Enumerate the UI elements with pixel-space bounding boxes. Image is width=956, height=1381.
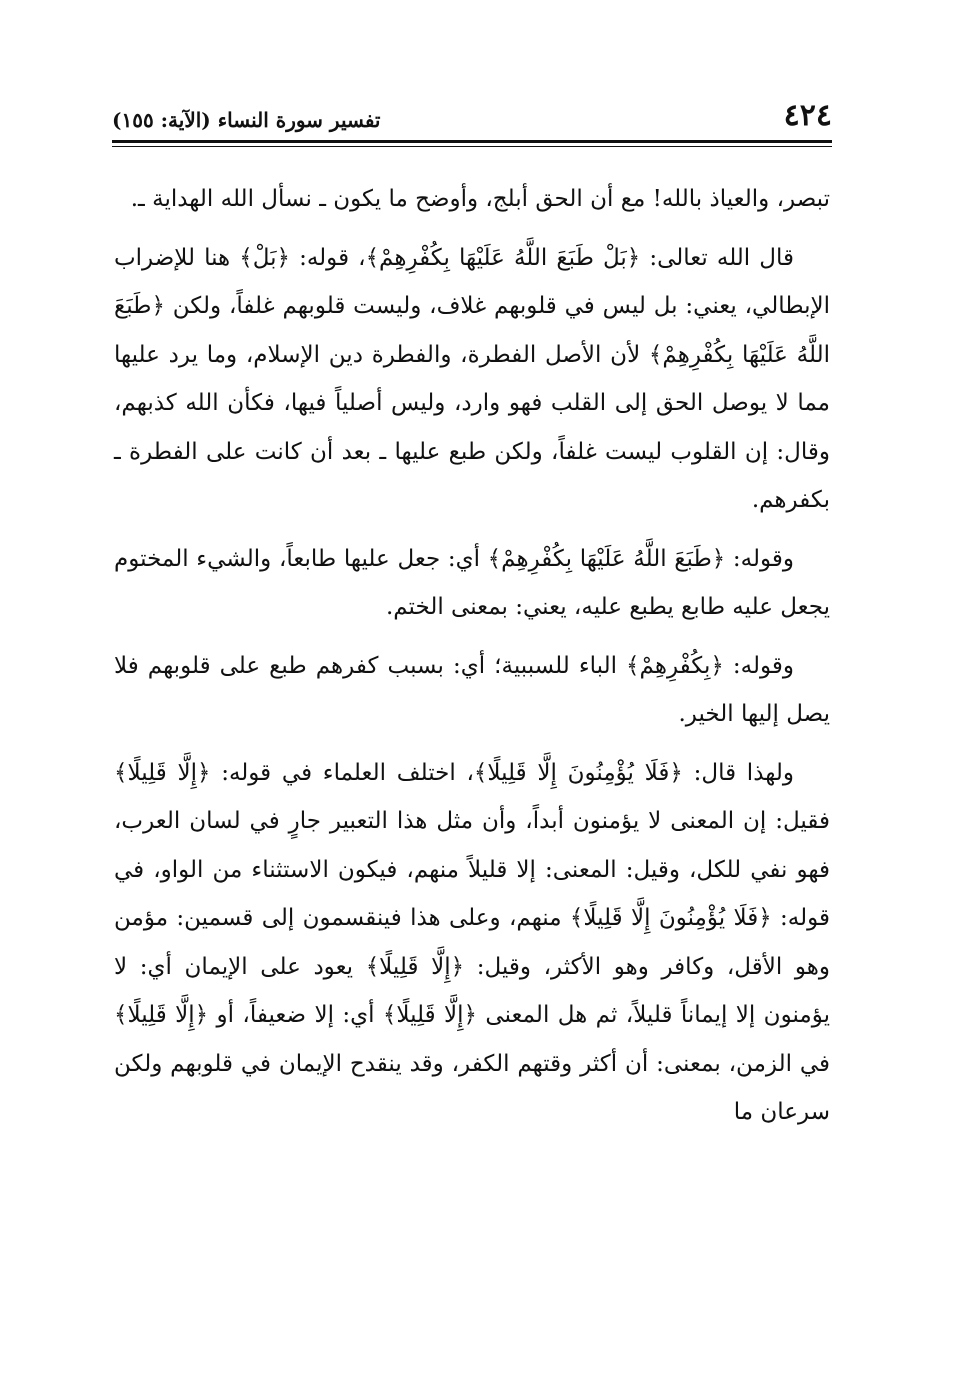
page-header (112, 92, 832, 136)
paragraph-continuation: تبصر، والعياذ بالله! مع أن الحق أبلج، وأوضح ما يكون ـ نسأل الله الهداية ـ. (130, 186, 830, 212)
body-text (114, 175, 830, 1147)
paragraph: ولهذا قال: ﴿فَلَا يُؤْمِنُونَ إِلَّا قَلِيلًا﴾، اختلف العلماء في قوله: ﴿إِلَّا قَلِيلًا﴾ فقيل: إن المعنى لا يؤمنون أبداً، وأن مثل هذا التعبير جارٍ في لسان العرب، فهو نفي للكل، وقيل: المعنى: إلا قليلاً منهم، فيكون الاستثناء من الواو، في قوله: ﴿فَلَا يُؤْمِنُونَ إِلَّا قَلِيلًا﴾ منهم، وعلى هذا فينقسمون إلى قسمين: مؤمن وهو الأقل، وكافر وهو الأكثر، وقيل: ﴿إِلَّا قَلِيلًا﴾ يعود على الإيمان أي: لا يؤمنون إلا إيماناً قليلاً، ثم هل المعنى ﴿إِلَّا قَلِيلًا﴾ أي: إلا ضعيفاً، أو ﴿إِلَّا قَلِيلًا﴾ في الزمن، بمعنى: أن أكثر وقتهم الكفر، وقد ينقدح الإيمان في قلوبهم ولكن سرعان ما (114, 759, 830, 1125)
header-rule-thick (112, 140, 832, 143)
header-rule-thin (112, 146, 832, 147)
paragraph: وقوله: ﴿طَبَعَ اللَّهُ عَلَيْهَا بِكُفْرِهِمْ﴾ أي: جعل عليها طابعاً، والشيء المختوم يجعل عليه طابع يطبع عليه، يعني: بمعنى الختم. (114, 545, 830, 620)
page-number: ٤٢٤ (783, 98, 832, 133)
paragraph: وقوله: ﴿بِكُفْرِهِمْ﴾ الباء للسببية؛ أي: بسبب كفرهم طبع على قلوبهم فلا يصل إليها الخير. (114, 652, 830, 727)
paragraph: قال الله تعالى: ﴿بَلْ طَبَعَ اللَّهُ عَلَيْهَا بِكُفْرِهِمْ﴾، قوله: ﴿بَلْ﴾ هنا للإضراب الإبطالي، يعني: بل ليس في قلوبهم غلاف، وليست قلوبهم غلفاً، ولكن ﴿طَبَعَ اللَّهُ عَلَيْهَا بِكُفْرِهِمْ﴾ لأن الأصل الفطرة، والفطرة دين الإسلام، وما يرد عليها مما لا يوصل الحق إلى القلب فهو وارد، وليس أصلياً فيها، فكأن الله كذبهم، وقال: إن القلوب ليست غلفاً، ولكن طبع عليها ـ بعد أن كانت على الفطرة ـ بكفرهم. (114, 244, 830, 513)
running-title: تفسير سورة النساء (الآية: ١٥٥) (112, 108, 381, 132)
